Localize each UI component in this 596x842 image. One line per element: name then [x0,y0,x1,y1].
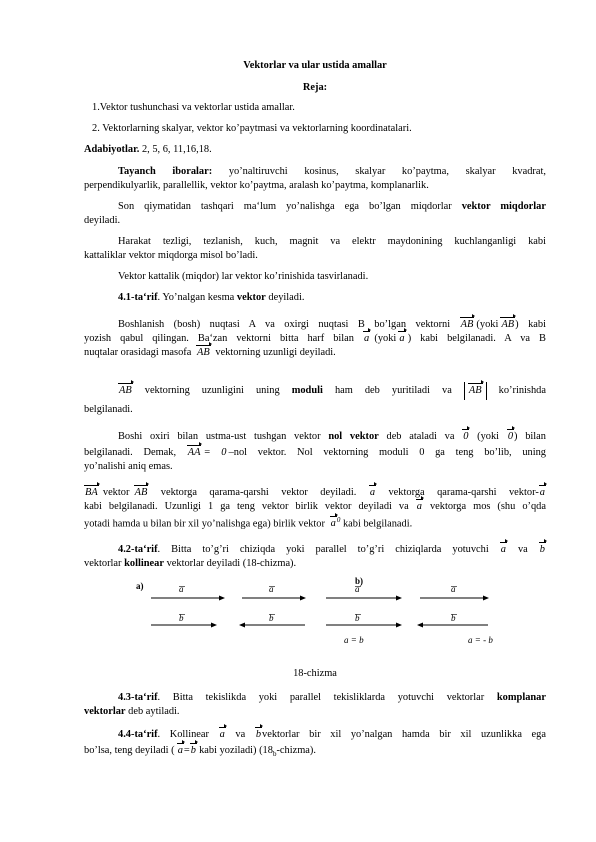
definition-4-4-text-b: va [235,729,246,740]
definition-4-2-term: kollinear [124,558,164,569]
p7-line-3 [84,514,412,530]
vector-b-symbol: b [539,544,545,555]
p7-text-g: kabi belgilanadi. [342,518,413,530]
definition-4-4-text-e: kabi yoziladi) (18 [199,745,273,756]
definition-4-4-text-f: -chizma). [276,745,316,756]
p4-text-g: nuqtalar orasidagi masofa [84,347,192,358]
p6-term: nol vektor [328,431,379,442]
figure-b-opposite-vectors [418,584,493,645]
figure-vector-b-label-3: b [355,613,360,623]
vector-ab-symbol-3: AB [197,347,210,358]
vector-ab-symbol-5: AB [134,487,148,498]
modulus-ab-symbol [464,382,487,400]
literature-text: 2, 5, 6, 11,16,18. [141,144,212,155]
p4-line-1 [118,318,546,331]
p5-term: moduli [291,385,323,396]
keywords-text: yo’naltiruvchi kosinus, skalyar ko’paytma, skalyar kvadrat, [228,166,546,177]
figure-subscript: b [272,750,277,759]
definition-4-1-text: . Yo’nalgan kesma [157,292,235,303]
figure-vector-b-label-4: b [451,613,456,623]
definition-4-2-text-c: vektorlar [84,558,122,569]
p4-line-2 [84,332,546,345]
definition-4-3-term: komplanar [496,692,546,703]
zero-equation: = 0 [203,447,227,458]
vector-a-symbol-8: a [177,745,183,756]
definition-4-1-term: vektor [236,292,266,303]
vector-ba-symbol: BA [85,487,98,498]
unit-vector-superscript: 0 [336,516,341,524]
keywords-label: Tayanch iboralar: [118,166,213,177]
figure-b-equal-vectors [326,584,401,645]
p7-text-a: vektor [102,487,130,498]
definition-4-1-end: deyiladi. [268,292,305,303]
p7-text-f: yotadi hamda u bilan bir xil yo’nalishga ega) birlik vektor [84,518,325,530]
p4-text-b: (yoki [476,319,499,330]
definition-4-2-line-2 [84,557,296,570]
definition-4-4-line-2: bo’lsa, teng deyiladi ( a=b kabi yoziladi) $(18_b-chizma)$. [84,745,316,759]
plan-item-1: 1.Vektor tushunchasi va vektorlar ustida amallar. [92,102,295,113]
figure-caption: 18-chizma [293,668,337,679]
p5-text-b: ham deb yuritiladi va [334,385,452,396]
vector-b-symbol-3: b [190,745,196,756]
zero-vector-symbol: 0 [463,431,469,442]
p1-line-2: deyiladi. [84,215,121,226]
p5-text-c: ko’rinishda [498,385,546,396]
p5-line-2: belgilanadi. [84,404,133,415]
figure-label-b: b) [355,576,364,586]
figure-equation-equal: a = b [344,635,364,645]
figure-vector-b-label-1: b [179,613,184,623]
vector-ab-symbol-2: AB [501,319,515,330]
unit-vector-symbol: a [330,518,336,530]
p4-text-a: Boshlanish (bosh) nuqtasi A va oxirgi nuqtasi B bo’lgan vektorni [118,319,451,330]
p1-text: Son qiymatidan tashqari ma‘lum yo’nalishga ega bo’lgan miqdorlar [118,201,452,212]
definition-4-3-line-1 [118,691,546,704]
p3-line: Vektor kattalik (miqdor) lar vektor ko’rinishida tasvirlanadi. [118,271,369,282]
figure-a-left-pair [151,584,224,625]
p7-text-e: vektorga mos (shu o’qda [429,501,546,512]
p6-line-2 [84,446,546,459]
p5-text-a: vektorning uzunligini uning [144,385,280,396]
p4-text-c: ) kabi [515,319,546,330]
keywords-line-1 [118,165,546,178]
p6-text-b: deb ataladi va [386,431,455,442]
definition-4-2-label: 4.2-ta‘rif [118,544,158,555]
p7-text-c: vektorga qarama-qarshi vektor- [388,487,539,498]
p6-text-a: Boshi oxiri bilan ustma-ust tushgan vektor [118,431,321,442]
vector-a-symbol-2: a [399,333,405,344]
vector-a-symbol-4: a [539,487,545,498]
definition-4-3-term-2: vektorlar [84,706,126,717]
definition-4-4-text-d: bo’lsa, teng deyiladi ( [84,745,175,756]
p4-text-f: ) kabi belgilanadi. A va B [407,333,546,344]
vector-b-symbol-2: b [255,729,262,740]
vector-ab-symbol-4: AB [119,385,132,396]
p2-line-2: kattaliklar vektor miqdorga misol bo’ladi. [84,250,258,261]
literature-line [84,143,212,156]
definition-4-2-line-1 [118,543,546,556]
plan-item-2: 2. Vektorlarning skalyar, vektor ko’paytmasi va vektorlarning koordinatalari. [92,123,412,134]
figure-a-right-pair [240,584,305,625]
definition-4-3-line-2 [84,705,180,718]
figure-vector-a-label-3: a [355,584,360,594]
figure-18-collinear-vectors [0,573,596,653]
definition-4-1-label: 4.1-ta‘rif [118,292,158,303]
figure-label-a: a) [136,581,144,591]
figure-vector-b-label-2: b [269,613,274,623]
definition-4-4-text-a: . Kollinear [157,729,209,740]
literature-label: Adabiyotlar. [84,144,140,155]
p6-line-3: yo’nalishi aniq emas. [84,461,173,472]
figure-vector-a-label-4: a [451,584,456,594]
vector-a-symbol: a [364,333,370,344]
definition-4-2-text-a: . Bitta to’g’ri chiziqda yoki parallel to’g’ri chiziqlarda yotuvchi [157,544,489,555]
definition-4-2-text-b: va [517,544,528,555]
vector-aa-symbol: AA [187,447,201,458]
definition-4-2-text-d: vektorlar deyiladi (18-chizma). [166,558,297,569]
vector-ab-symbol: AB [460,319,474,330]
figure-equation-opposite: a = - b [468,635,493,645]
keywords-line-2: perpendikulyarlik, parallellik, vektor ko’paytma, aralash ko’paytma, komplanarlik. [84,180,429,191]
document-title: Vektorlar va ular ustida amallar [243,60,387,71]
p4-text-h: vektorning uzunligi deyiladi. [215,347,336,358]
p6-text-c: (yoki [477,431,500,442]
vector-a-symbol-6: a [500,544,506,555]
p6-text-d: ) bilan [514,431,546,442]
definition-4-3-text-b: deb aytiladi. [128,706,180,717]
p7-text-d: kabi belgilanadi. Uzunligi 1 ga teng vektor birlik vektor deyiladi va [84,501,409,512]
p2-line-1: Harakat tezligi, tezlanish, kuch, magnit va elektr maydonining kuchlanganligi kabi [118,236,546,247]
p6-text-f: –nol vektor. Nol vektorning moduli 0 ga teng bo’lib, uning [228,447,546,458]
p4-text-e: (yoki [374,333,397,344]
figure-vector-a-label-2: a [269,584,274,594]
p4-line-3 [84,346,336,359]
definition-4-4-label: 4.4-ta‘rif [118,729,158,740]
definition-4-3-text-a: . Bitta tekislikda yoki parallel tekisliklarda yotuvchi vektorlar [157,692,485,703]
figure-vector-a-label-1: a [179,584,184,594]
definition-4-3-label: 4.3-ta‘rif [118,692,158,703]
definition-4-4-text-c: vektorlar bir xil yo’nalgan hamda bir xil uzunlikka ega [262,729,546,740]
p6-text-e: belgilanadi. Demak, [84,447,177,458]
vector-a-symbol-5: a [416,501,422,512]
zero-vector-symbol-2: 0 [507,431,514,442]
vector-ab-in-modulus: AB [468,385,482,396]
p4-text-d: yozish qabul qilingan. Ba‘zan vektorni bitta harf bilan [84,333,354,344]
definition-4-1 [118,291,304,304]
vector-a-symbol-7: a [219,729,225,740]
p7-text-b: vektorga qarama-qarshi vektor deyiladi. [160,487,357,498]
p5-line-1 [118,382,546,400]
p7-line-1 [84,486,546,499]
p1-term: vektor miqdorlar [461,201,546,212]
p7-line-2 [84,500,546,513]
p1-line-1 [118,200,546,213]
plan-heading: Reja: [302,82,328,93]
vector-a-symbol-3: a [369,487,376,498]
p6-line-1 [118,430,546,443]
